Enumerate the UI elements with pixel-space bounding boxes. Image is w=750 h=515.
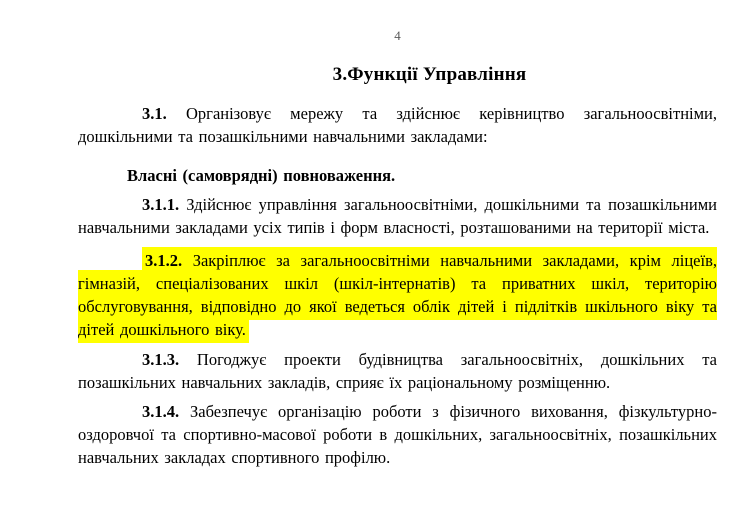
paragraph-3-1-4 bbox=[78, 400, 717, 469]
heading-own-powers bbox=[78, 164, 717, 187]
paragraph-3-1 bbox=[78, 102, 717, 148]
section-text: Організовує мережу та здійснює керівництво загальноосвітніми, дошкільними та позашкільними навчальними закладами: bbox=[78, 104, 718, 146]
section-text: Закріплює за загальноосвітніми навчальними закладами, крім ліцеїв, гімназій, спеціалізованих шкіл (шкіл-інтернатів) та приватних шкіл, територію обслуговування, відповідно до якої ведеться облік дітей і підлітків шкільного віку та дітей дошкільного віку. bbox=[78, 251, 718, 339]
section-number: 3.1. bbox=[142, 104, 167, 123]
section-text: Забезпечує організацію роботи з фізичного виховання, фізкультурно-оздоровчої та спортивно-масової роботи в дошкільних, загальноосвітніх, позашкільних навчальних закладах спортивного профілю. bbox=[78, 402, 718, 467]
section-number: 3.1.3. bbox=[142, 350, 180, 369]
section-number: 3.1.2. bbox=[145, 251, 183, 270]
section-text: Власні (самоврядні) повноваження. bbox=[127, 166, 396, 185]
section-number: 3.1.4. bbox=[142, 402, 180, 421]
page-number: 4 bbox=[394, 28, 401, 43]
paragraph-3-1-3 bbox=[78, 348, 717, 394]
document-title: 3.Функції Управління bbox=[332, 64, 527, 85]
section-text: Здійснює управління загальноосвітніми, дошкільними та позашкільними навчальними закладами усіх типів і форм власності, розташованими на території міста. bbox=[78, 195, 717, 237]
section-text: Погоджує проекти будівництва загальноосвітніх, дошкільних та позашкільних навчальних закладів, сприяє їх раціональному розміщенню. bbox=[78, 350, 717, 392]
section-number: 3.1.1. bbox=[142, 195, 180, 214]
paragraph-3-1-1 bbox=[78, 193, 717, 239]
highlight-region bbox=[78, 247, 717, 343]
paragraph-3-1-2-highlighted bbox=[78, 249, 717, 341]
